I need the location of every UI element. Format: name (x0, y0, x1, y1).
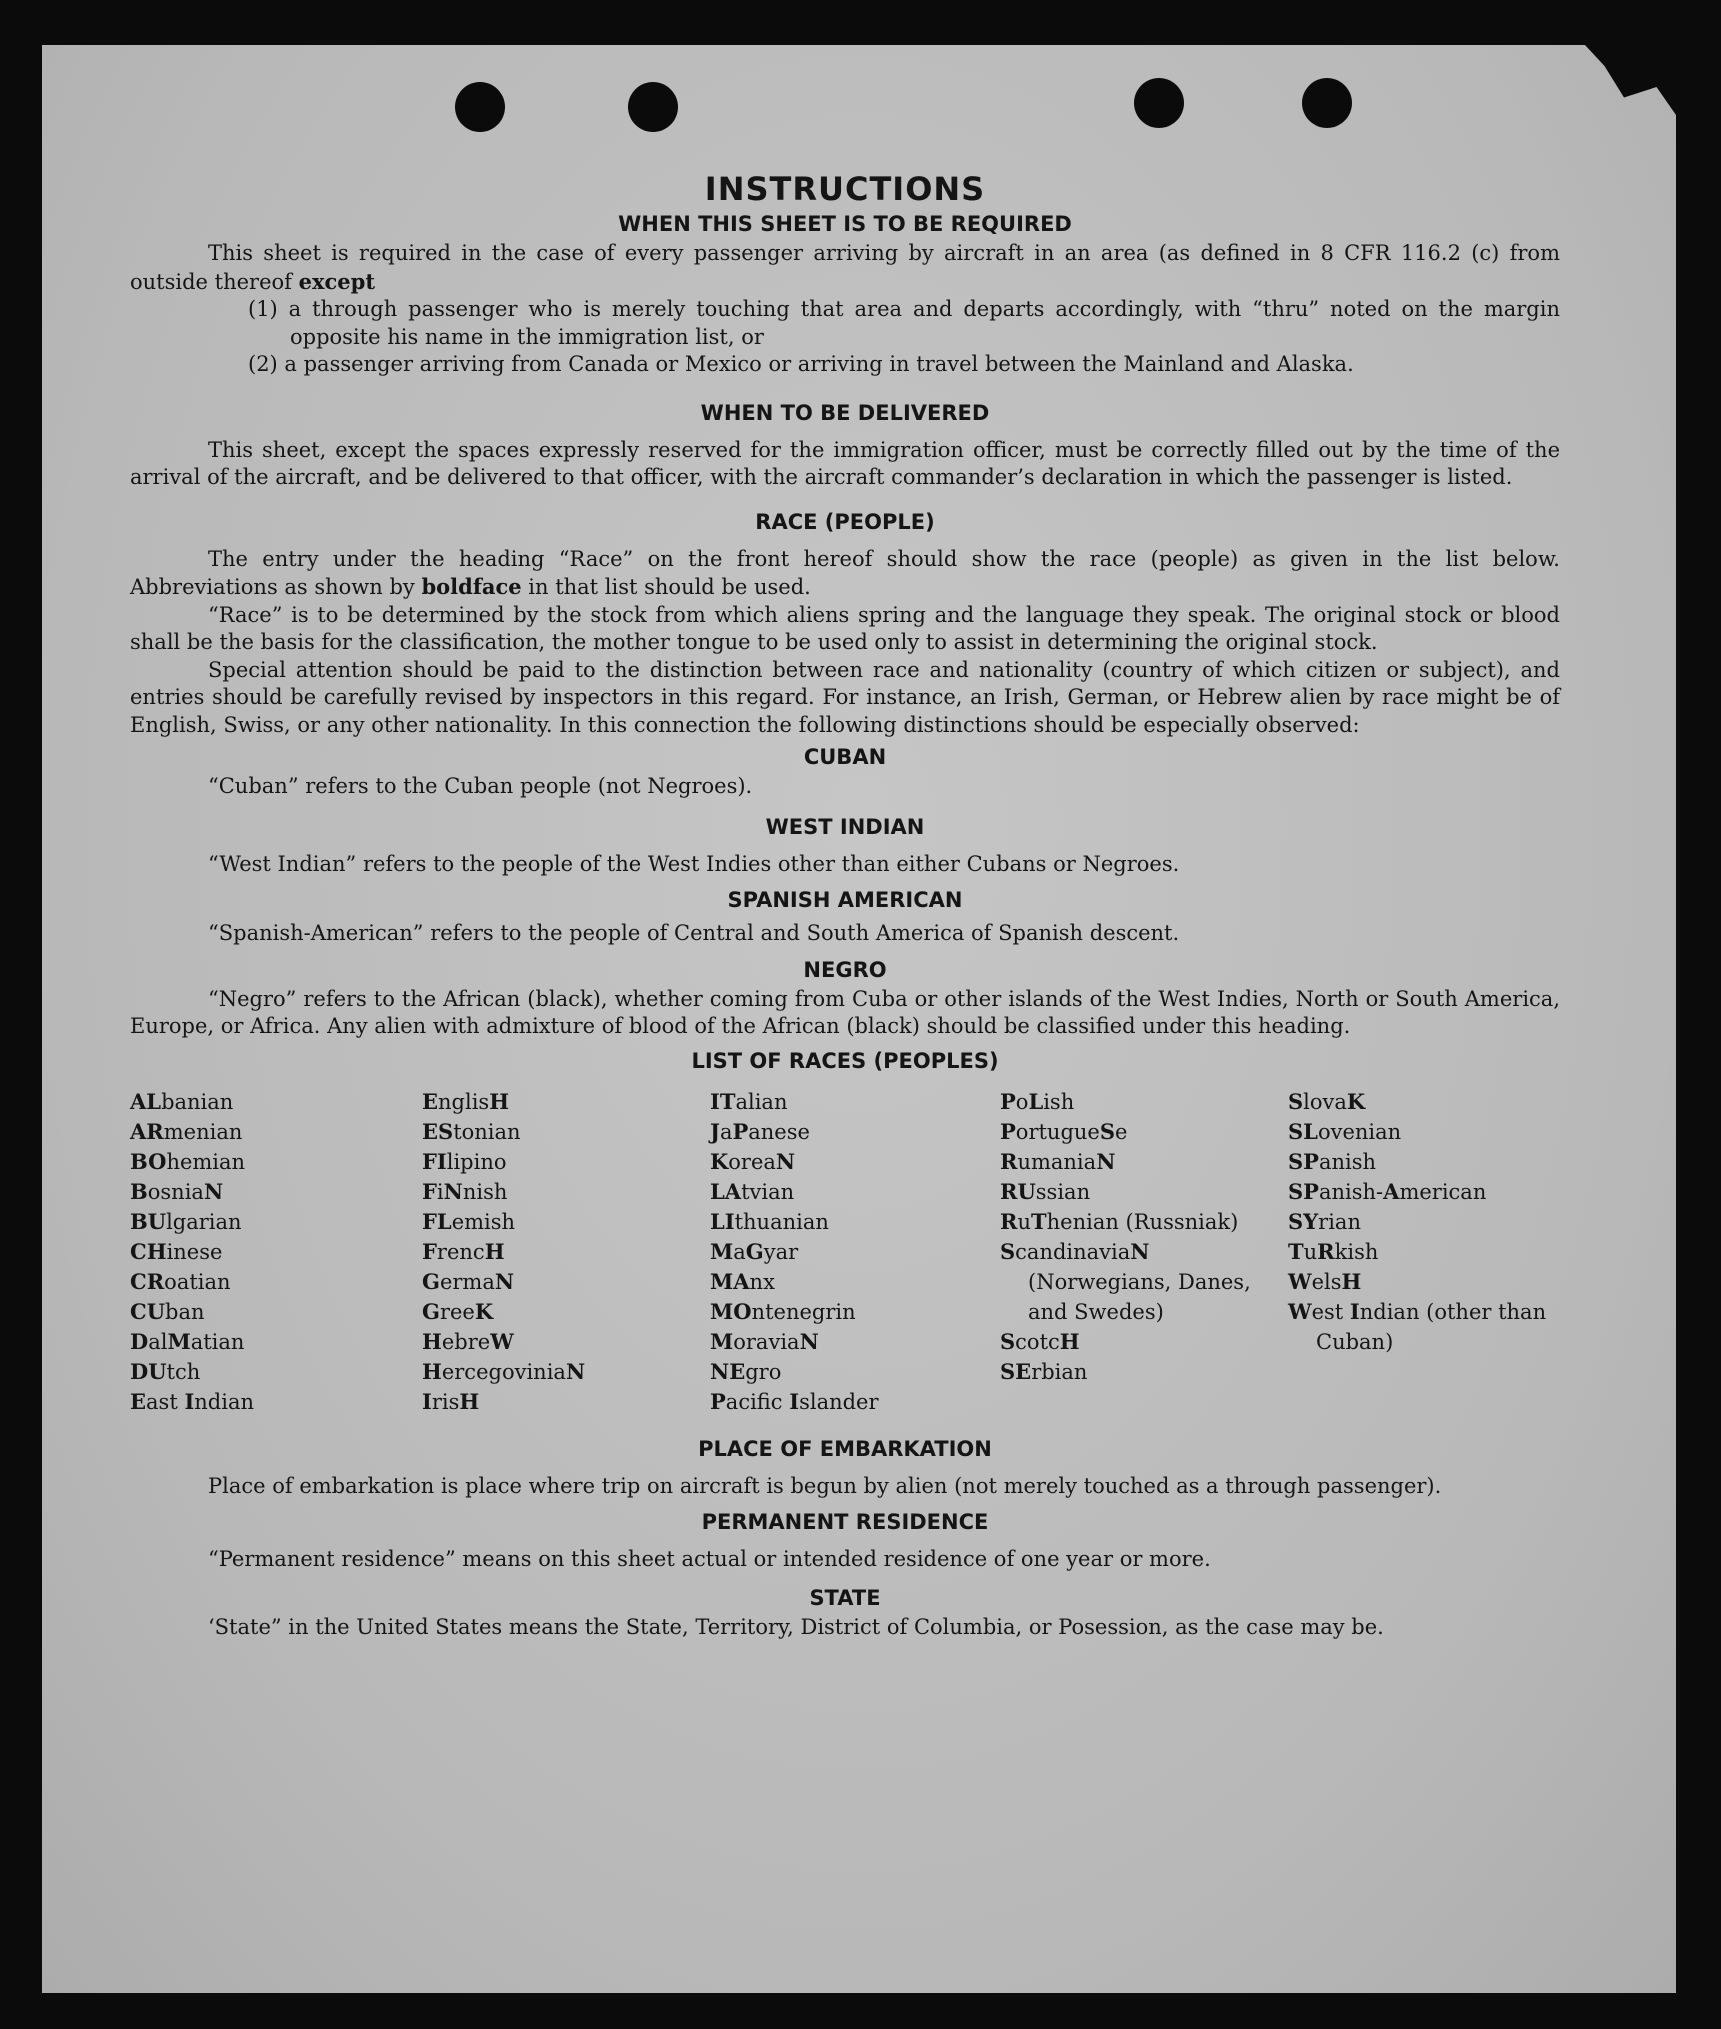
race-paragraph-1: The entry under the heading “Race” on the front hereof should show the race (people) as given in the list below. Abbreviations as shown by boldface in that list should be used. (130, 546, 1560, 599)
heading-race: RACE (PEOPLE) (755, 509, 935, 534)
race-item: MoraviaN (710, 1328, 819, 1354)
race-item: GreeK (422, 1298, 494, 1324)
heading-west-indian: WEST INDIAN (765, 814, 925, 839)
race-item: SPanish (1288, 1148, 1377, 1174)
race-item: MaGyar (710, 1238, 799, 1264)
cuban-text: “Cuban” refers to the Cuban people (not Negroes). (208, 774, 753, 798)
races-column (130, 1087, 422, 1417)
negro-text: “Negro” refers to the African (black), whether coming from Cuba or other islands of the West Indies, North or South America, Europe, or Africa. Any alien with admixture of blood of the African (black) should be classified under this heading. (130, 986, 1560, 1038)
race-item: CRoatian (130, 1268, 231, 1294)
when-required-item-2: (2) a passenger arriving from Canada or Mexico or arriving in travel between the Mainland and Alaska. (248, 352, 1354, 376)
spanish-american-text: “Spanish-American” refers to the people of Central and South America of Spanish descent. (208, 921, 1180, 945)
race-item: BOhemian (130, 1148, 246, 1174)
races-column (1000, 1087, 1288, 1417)
race-item: RuThenian (Russniak) (1000, 1208, 1239, 1234)
heading-negro: NEGRO (803, 957, 887, 982)
race-item: RumaniaN (1000, 1148, 1116, 1174)
race-item: West Indian (other than Cuban) (1288, 1298, 1547, 1354)
race-item: MAnx (710, 1268, 775, 1294)
race-item: Pacific Islander (710, 1388, 879, 1414)
punch-hole (455, 82, 505, 132)
race-item: PortugueSe (1000, 1118, 1128, 1144)
race-item: ALbanian (130, 1088, 234, 1114)
embarkation-text: Place of embarkation is place where trip on aircraft is begun by alien (not merely touched as a through passenger). (208, 1473, 1442, 1498)
race-item: HebreW (422, 1328, 514, 1354)
punch-hole (1302, 78, 1352, 128)
when-required-intro: This sheet is required in the case of every passenger arriving by aircraft in an area (as defined in 8 CFR 116.2 (c) from outside thereof except (130, 241, 1560, 294)
race-item: FIlipino (422, 1148, 507, 1174)
heading-embarkation: PLACE OF EMBARKATION (698, 1436, 992, 1461)
race-item: SPanish-American (1288, 1178, 1487, 1204)
races-column (1288, 1087, 1550, 1417)
races-column (422, 1087, 710, 1417)
race-item: SlovaK (1288, 1088, 1366, 1114)
race-item: IrisH (422, 1388, 480, 1414)
race-item: East Indian (130, 1388, 254, 1414)
race-item: KoreaN (710, 1148, 796, 1174)
heading-cuban: CUBAN (803, 745, 887, 769)
heading-when-delivered: WHEN TO BE DELIVERED (700, 400, 990, 425)
when-required-item-1: (1) a through passenger who is merely touching that area and departs accordingly, with “thru” noted on the margin opposite his name in the immigration list, or (248, 297, 1560, 349)
race-item: FrencH (422, 1238, 505, 1264)
race-item: SYrian (1288, 1208, 1361, 1234)
heading-list-of-races: LIST OF RACES (PEOPLES) (691, 1048, 999, 1073)
race-item: SLovenian (1288, 1118, 1402, 1144)
races-list (130, 1087, 1560, 1417)
race-item: FiNnish (422, 1178, 508, 1204)
race-item: BUlgarian (130, 1208, 242, 1234)
race-item: PoLish (1000, 1088, 1075, 1114)
races-column (710, 1087, 1000, 1417)
race-item: DalMatian (130, 1328, 245, 1354)
race-item: FLemish (422, 1208, 516, 1234)
when-delivered-text: This sheet, except the spaces expressly reserved for the immigration officer, must be correctly filled out by the time of the arrival of the aircraft, and be delivered to that officer, with the aircraft commander’s declaration in which the passenger is listed. (130, 437, 1560, 489)
race-item: HercegoviniaN (422, 1358, 586, 1384)
instructions-content (130, 170, 1560, 1641)
race-item: ScandinaviaN (Norwegians, Danes, and Swedes) (1000, 1238, 1251, 1324)
heading-permanent-residence: PERMANENT RESIDENCE (701, 1510, 989, 1534)
race-item: JaPanese (710, 1118, 810, 1144)
document-page (42, 45, 1676, 1993)
race-item: CUban (130, 1298, 205, 1324)
punch-hole (628, 82, 678, 132)
race-item: GermaN (422, 1268, 515, 1294)
race-item: DUtch (130, 1358, 201, 1384)
race-item: ITalian (710, 1088, 788, 1114)
west-indian-text: “West Indian” refers to the people of the West Indies other than either Cubans or Negroes. (208, 851, 1180, 876)
race-item: CHinese (130, 1238, 223, 1264)
punch-hole (1134, 78, 1184, 128)
heading-when-required: WHEN THIS SHEET IS TO BE REQUIRED (618, 212, 1072, 236)
race-item: WelsH (1288, 1268, 1362, 1294)
race-item: EnglisH (422, 1088, 510, 1114)
race-paragraph-2: “Race” is to be determined by the stock from which aliens spring and the language they speak. The original stock or blood shall be the basis for the classification, the mother tongue to be used only to assist in determining the original stock. (130, 602, 1560, 654)
page-title: INSTRUCTIONS (704, 170, 986, 208)
race-item: ARmenian (130, 1118, 243, 1144)
race-item: RUssian (1000, 1178, 1091, 1204)
race-item: LAtvian (710, 1178, 795, 1204)
permanent-residence-text: “Permanent residence” means on this sheet actual or intended residence of one year or more. (208, 1547, 1211, 1571)
race-item: TuRkish (1288, 1238, 1379, 1264)
state-text: ‘State” in the United States means the State, Territory, District of Columbia, or Posession, as the case may be. (208, 1614, 1384, 1639)
race-item: BosniaN (130, 1178, 224, 1204)
heading-state: STATE (809, 1585, 881, 1610)
race-item: ScotcH (1000, 1328, 1080, 1354)
race-item: SErbian (1000, 1358, 1088, 1384)
race-item: LIthuanian (710, 1208, 829, 1234)
race-item: EStonian (422, 1118, 521, 1144)
race-paragraph-3: Special attention should be paid to the distinction between race and nationality (country of which citizen or subject), and entries should be carefully revised by inspectors in this regard. For instance, an Irish, German, or Hebrew alien by race might be of English, Swiss, or any other nationality. In this connection the following distinctions should be especially observed: (130, 657, 1560, 737)
race-item: NEgro (710, 1358, 782, 1384)
heading-spanish-american: SPANISH AMERICAN (727, 888, 963, 912)
race-item: MOntenegrin (710, 1298, 856, 1324)
torn-corner (1546, 45, 1676, 115)
